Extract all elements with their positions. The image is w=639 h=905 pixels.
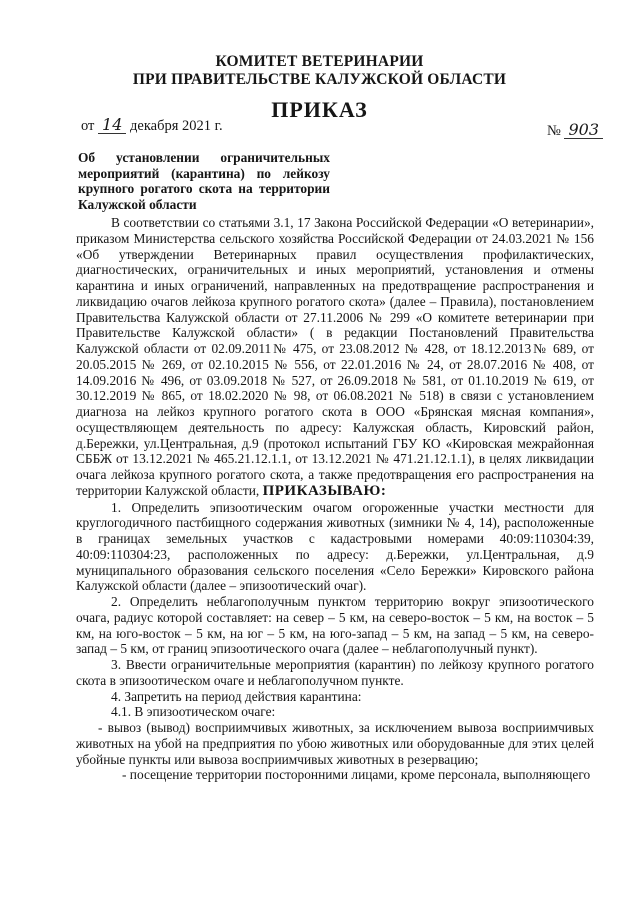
date-day-handwritten: 14 [98, 117, 126, 134]
order-number [547, 122, 603, 140]
organization-name-line-2: ПРИ ПРАВИТЕЛЬСТВЕ КАЛУЖСКОЙ ОБЛАСТИ [132, 71, 507, 88]
ordered-keyword: ПРИКАЗЫВАЮ: [262, 482, 387, 499]
item-2: 2. Определить неблагополучным пунктом территорию вокруг эпизоотического очага, радиус которой составляет: на север – 5 км, на северо-восток – 5 км, на восток – 5 км, на юго-восток – 5 км, на юг – 5 км, на юго-запад – 5 км, на запад – 5 км, на северо-запад – 5 км, от границ эпизоотического очага (далее – неблагополучный пункт). [76, 594, 594, 657]
item-1: 1. Определить эпизоотическим очагом огороженные участки местности для круглогодичного пастбищного содержания животных (зимники № 4, 14), расположенные в границах земельных участков с кадастровыми номерами 40:09:110304:39, 40:09:110304:23, расположенных по адресу: д.Бережки, ул.Центральная, д.9 муниципального образования сельского поселения «Село Бережки» Кировского района Калужской области (далее – эпизоотический очаг). [76, 499, 594, 594]
prohibition-item-2: - посещение территории посторонними лицами, кроме персонала, выполняющего [122, 767, 591, 783]
date-prefix: от [81, 118, 95, 134]
preamble-paragraph [76, 215, 594, 500]
number-value-handwritten: 903 [564, 122, 603, 139]
number-prefix: № [547, 123, 561, 139]
date-rest: декабря 2021 г. [130, 118, 223, 134]
document-title: ПРИКАЗ [271, 97, 368, 122]
order-date [81, 117, 223, 135]
item-4: 4. Запретить на период действия карантина: [111, 688, 362, 704]
order-body [76, 215, 594, 783]
item-3: 3. Ввести ограничительные мероприятия (карантин) по лейкозу крупного рогатого скота в эпизоотическом очаге и неблагополучном пункте. [76, 657, 594, 688]
order-subject: Об установлении ограничительных мероприятий (карантина) по лейкозу крупного рогатого скота на территории Калужской области [78, 150, 330, 212]
organization-name-line-1: КОМИТЕТ ВЕТЕРИНАРИИ [215, 53, 424, 70]
preamble-text: В соответствии со статьями 3.1, 17 Закона Российской Федерации «О ветеринарии», приказом Министерства сельского хозяйства Российской Федерации от 24.03.2021 № 156 «Об утверждении Ветеринарных правил осуществления профилактических, диагностических, ограничительных и иных мероприятий, установления и отмены карантина и иных ограничений, направленных на предотвращение распространения и ликвидацию очагов лейкоза крупного рогатого скота» (далее – Правила), постановлением Правительства Калужской области от 27.11.2006 № 299 «О комитете ветеринарии при Правительстве Калужской области» ( в редакции Постановлений Правительства Калужской области от 02.09.2011№ 475, от 23.08.2012 № 428, от 18.12.2013№ 689, от 20.05.2015 № 269, от 02.10.2015 № 556, от 22.01.2016 № 24, от 28.07.2016 № 408, от 14.09.2016 № 496, от 03.09.2018 № 527, от 26.09.2018 № 581, от 01.10.2019 № 619, от 30.12.2019 № 865, от 18.02.2020 № 98, от 06.08.2021 № 518) в связи с установлением диагноза на лейкоз крупного рогатого скота в ООО «Брянская мясная компания», осуществляющем деятельность по адресу: Калужская область, Кировский район, д.Бережки, ул.Центральная, д.9 (протокол испытаний ГБУ КО «Кировская межрайонная СББЖ от 13.12.2021 № 465.21.12.1.1, от 13.12.2021 № 471.21.12.1.1), в целях ликвидации очага лейкоза крупного рогатого скота, а также предотвращения его распространения на территории Калужской области, [76, 215, 594, 498]
prohibition-item-1: - вывоз (вывод) восприимчивых животных, за исключением вывоза восприимчивых животных на убой на предприятия по убою животных или оборудованные для этих целей убойные пункты или вывоза восприимчивых животных в резервацию; [76, 720, 594, 767]
item-4-1: 4.1. В эпизоотическом очаге: [111, 704, 276, 720]
